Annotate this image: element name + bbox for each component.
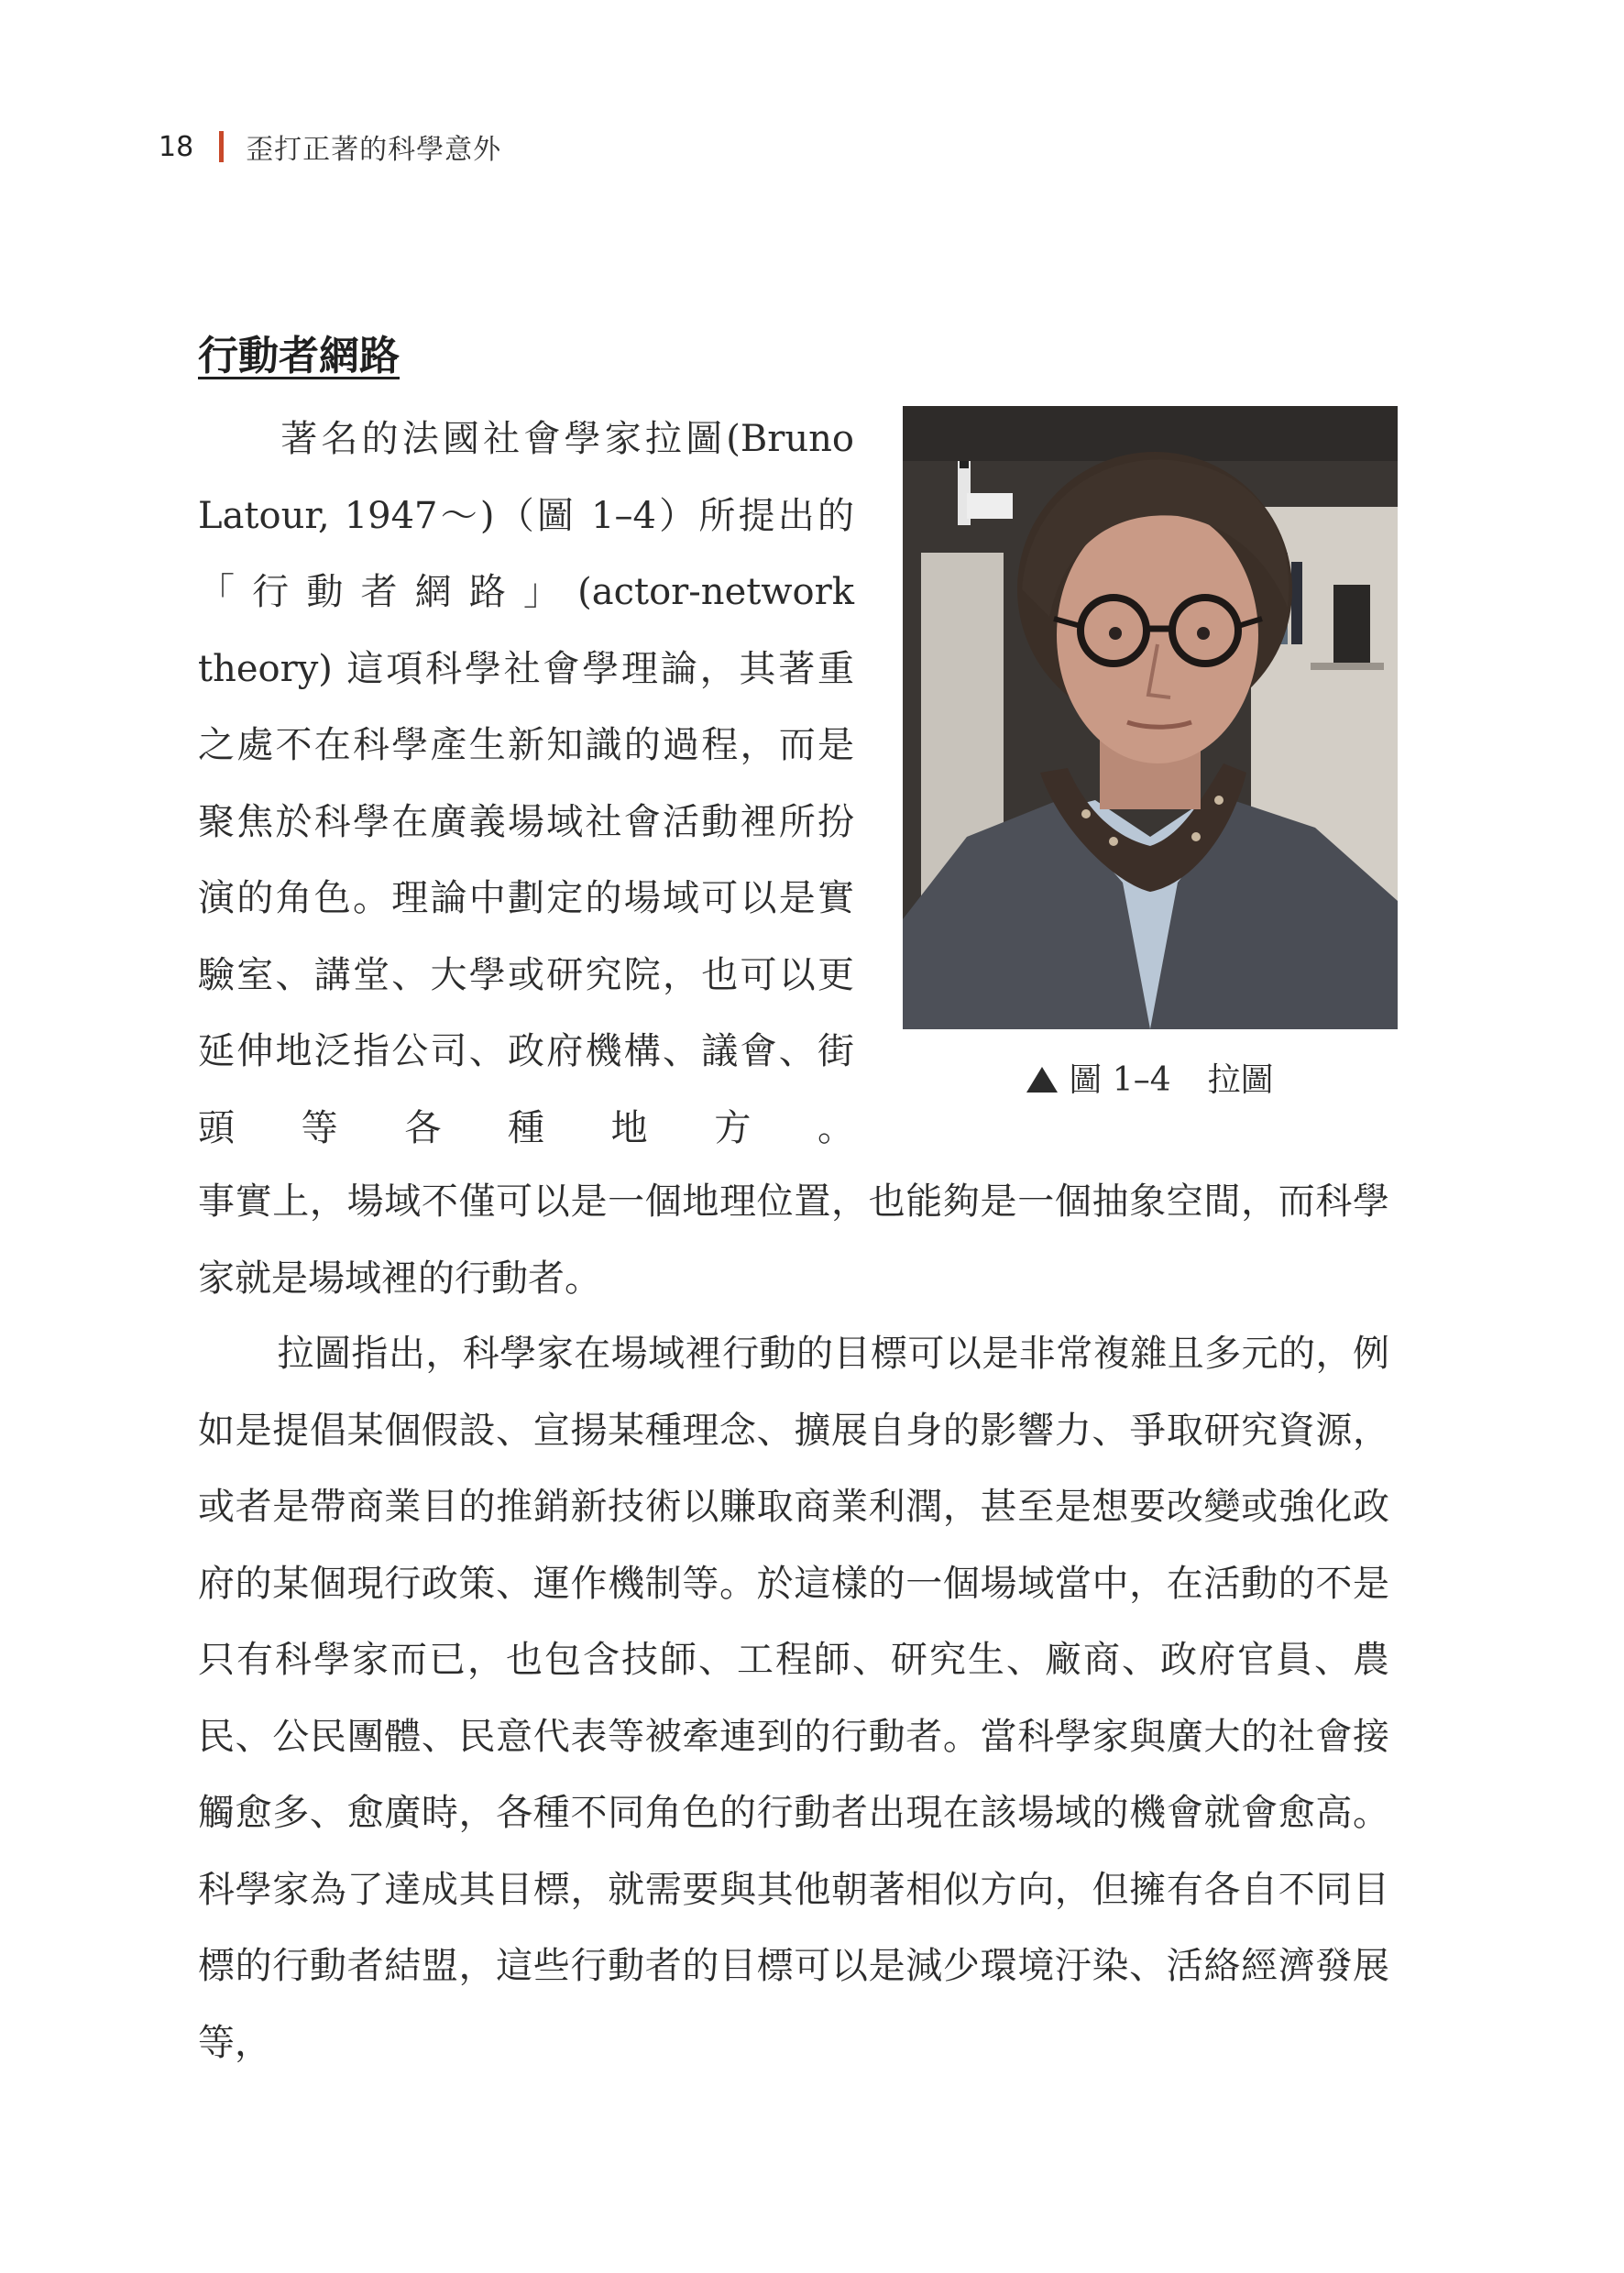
running-title: 歪打正著的科學意外 — [246, 134, 502, 166]
header-separator — [219, 131, 224, 162]
paragraph-intro-text: 著名的法國社會學家拉圖(Bruno Latour, 1947～)（圖 1–4）所提出的「行動者網路」(actor-network theory) 這項科學社會學理論，其著重之處不在科學產生新知識的過程，而是聚焦於科學在廣義場域社會活動裡所扮演的角色。理論中劃定的場域可以是實驗室、講堂、大學或研究院，也可以更延伸地泛指公司、政府機構、議會、街頭等各種地方。 — [198, 418, 854, 1149]
page-number: 18 — [159, 130, 194, 163]
triangle-up-icon — [1026, 1067, 1058, 1093]
section-title: 行動者網路 — [198, 333, 400, 379]
paragraph-main — [198, 1316, 1389, 2081]
paragraph-intro — [198, 401, 854, 1167]
caption-label: 圖 1–4 — [1069, 1061, 1171, 1099]
figure-caption — [903, 1054, 1398, 1101]
caption-name: 拉圖 — [1207, 1061, 1274, 1099]
paragraph-continuation: 事實上，場域不僅可以是一個地理位置，也能夠是一個抽象空間，而科學家就是場域裡的行動者。 — [198, 1180, 1389, 1300]
paragraph-main-text: 拉圖指出，科學家在場域裡行動的目標可以是非常複雜且多元的，例如是提倡某個假設、宣揚某種理念、擴展自身的影響力、爭取研究資源，或者是帶商業目的推銷新技術以賺取商業利潤，甚至是想要改變或強化政府的某個現行政策、運作機制等。於這樣的一個場域當中，在活動的不是只有科學家而已，也包含技師、工程師、研究生、廠商、政府官員、農民、公民團體、民意代表等被牽連到的行動者。當科學家與廣大的社會接觸愈多、愈廣時，各種不同角色的行動者出現在該場域的機會就會愈高。科學家為了達成其目標，就需要與其他朝著相似方向，但擁有各自不同目標的行動者結盟，這些行動者的目標可以是減少環境汙染、活絡經濟發展等， — [198, 1333, 1389, 2064]
page-header — [159, 126, 501, 167]
portrait-photo — [903, 406, 1398, 1029]
